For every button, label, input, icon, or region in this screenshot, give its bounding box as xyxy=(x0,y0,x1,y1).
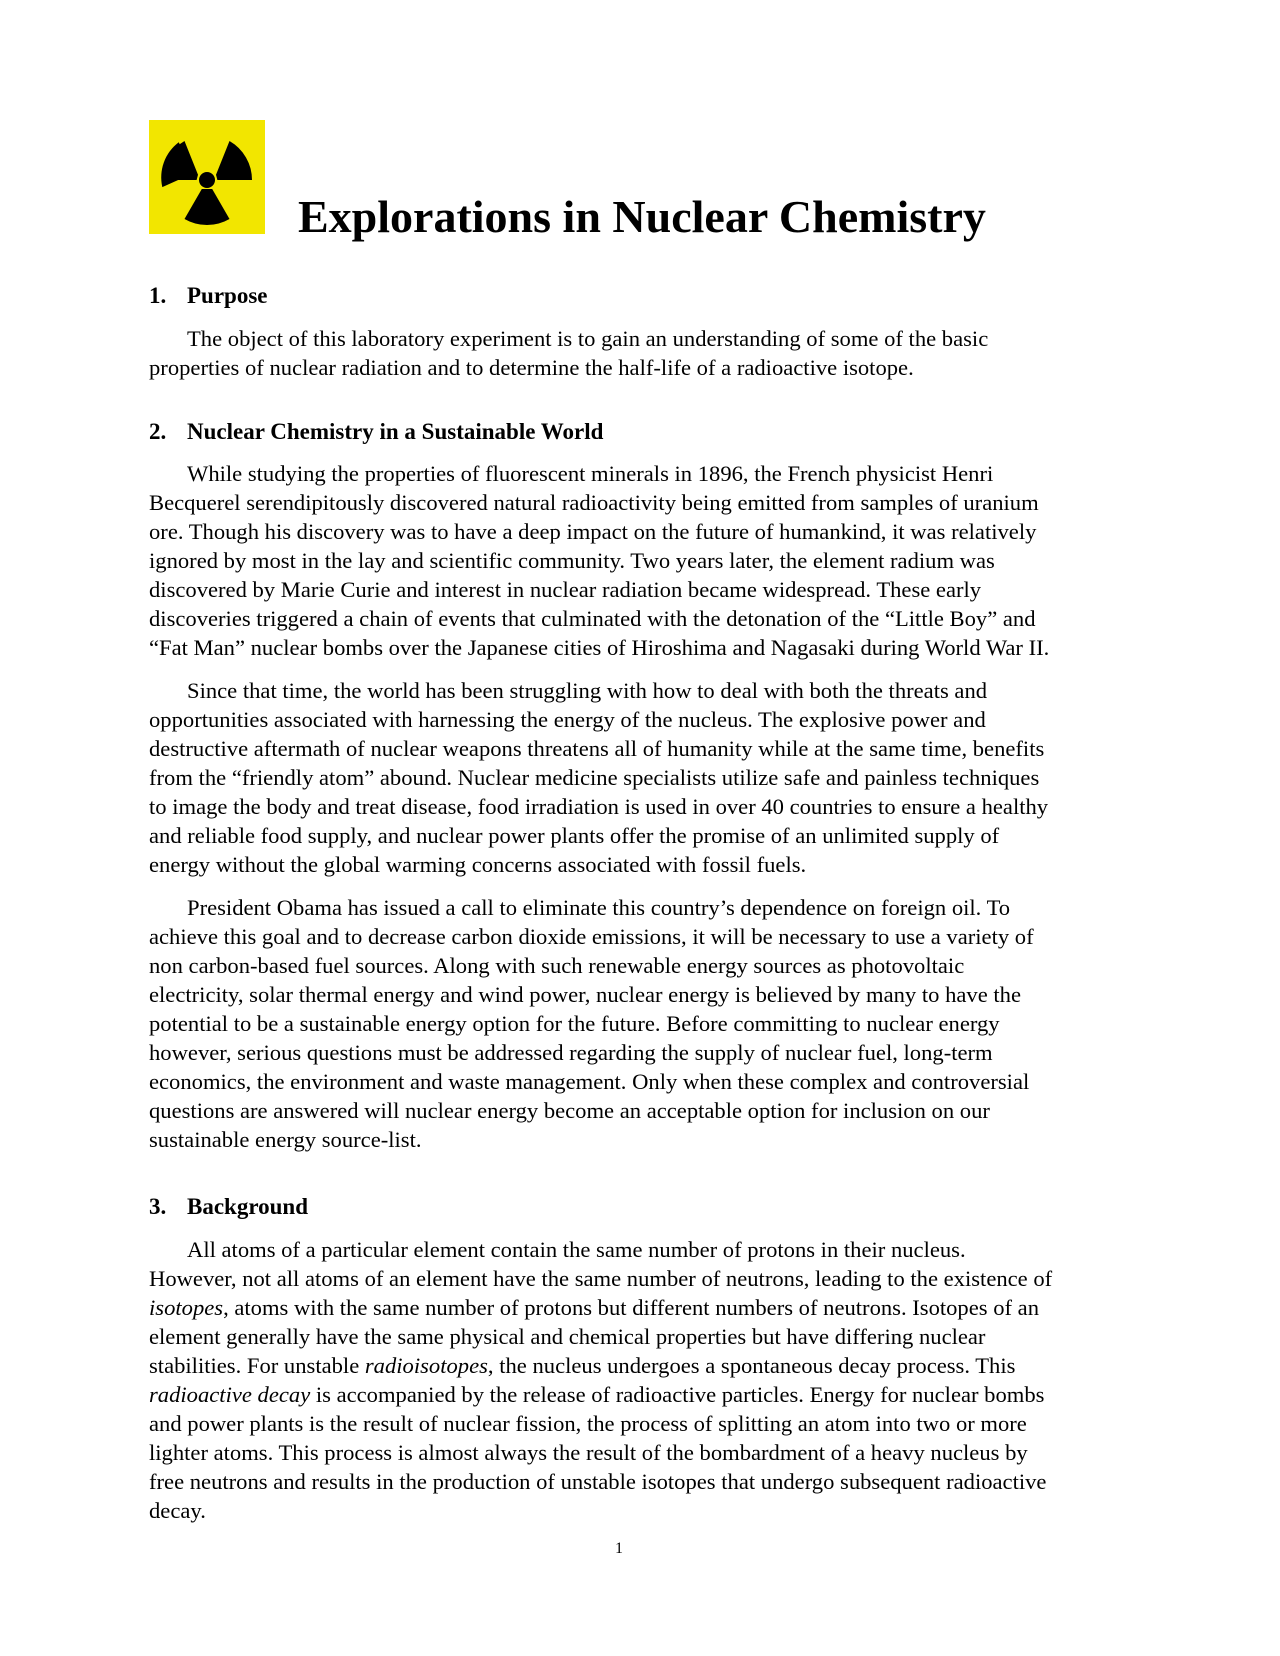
text-line: from the “friendly atom” abound. Nuclear medicine specialists utilize safe and painless techniques xyxy=(149,765,1040,790)
text-run: stabilities. For unstable xyxy=(149,1353,365,1378)
section-heading-purpose xyxy=(149,282,268,310)
section-heading-text: Background xyxy=(187,1194,309,1219)
text-line: However, not all atoms of an element have the same number of neutrons, leading to the existence of xyxy=(149,1266,1053,1291)
text-line: While studying the properties of fluorescent minerals in 1896, the French physicist Henri xyxy=(187,461,994,486)
text-line: “Fat Man” nuclear bombs over the Japanese cities of Hiroshima and Nagasaki during World War II. xyxy=(149,635,1050,660)
page-number: 1 xyxy=(615,1540,623,1557)
text-line: achieve this goal and to decrease carbon dioxide emissions, it will be necessary to use a variety of xyxy=(149,924,1034,949)
text-line: non carbon-based fuel sources. Along with such renewable energy sources as photovoltaic xyxy=(149,953,965,978)
text-line: Since that time, the world has been struggling with how to deal with both the threats and xyxy=(187,678,988,703)
text-line: opportunities associated with harnessing the energy of the nucleus. The explosive power and xyxy=(149,707,986,732)
radiation-symbol xyxy=(149,120,265,234)
text-line: electricity, solar thermal energy and wind power, nuclear energy is believed by many to have the xyxy=(149,982,1021,1007)
text-line: energy without the global warming concerns associated with fossil fuels. xyxy=(149,852,807,877)
text-line: The object of this laboratory experiment is to gain an understanding of some of the basic xyxy=(187,326,989,351)
text-line: Becquerel serendipitously discovered natural radioactivity being emitted from samples of uranium xyxy=(149,490,1039,515)
purpose-paragraph xyxy=(149,324,1149,382)
text-line: potential to be a sustainable energy option for the future. Before committing to nuclear energy xyxy=(149,1011,1000,1036)
text-line xyxy=(149,1293,1149,1322)
sustainability-paragraph-3 xyxy=(149,893,1149,1154)
text-line: ore. Though his discovery was to have a deep impact on the future of humankind, it was relatively xyxy=(149,519,1037,544)
background-paragraph xyxy=(149,1235,1149,1525)
section-number: 2. xyxy=(149,419,167,444)
section-number: 3. xyxy=(149,1194,167,1219)
text-line: destructive aftermath of nuclear weapons threatens all of humanity while at the same time, benefits xyxy=(149,736,1045,761)
sustainability-paragraph-1 xyxy=(149,459,1149,662)
term-isotopes: isotopes xyxy=(149,1295,224,1320)
document-title: Explorations in Nuclear Chemistry xyxy=(298,191,986,242)
text-line: free neutrons and results in the production of unstable isotopes that undergo subsequent radioactive xyxy=(149,1469,1047,1494)
text-run: , atoms with the same number of protons but different numbers of neutrons. Isotopes of an xyxy=(223,1295,1039,1320)
text-line: sustainable energy source-list. xyxy=(149,1127,422,1152)
text-line: discovered by Marie Curie and interest in nuclear radiation became widespread. These early xyxy=(149,577,982,602)
text-run: is accompanied by the release of radioactive particles. Energy for nuclear bombs xyxy=(310,1382,1045,1407)
text-line: and power plants is the result of nuclear fission, the process of splitting an atom into two or more xyxy=(149,1411,1027,1436)
radiation-warning-icon xyxy=(149,120,265,234)
text-line: and reliable food supply, and nuclear power plants offer the promise of an unlimited supply of xyxy=(149,823,1000,848)
text-line: to image the body and treat disease, food irradiation is used in over 40 countries to ensure a healthy xyxy=(149,794,1049,819)
text-run: , the nucleus undergoes a spontaneous decay process. This xyxy=(487,1353,1016,1378)
section-heading-text: Purpose xyxy=(187,283,268,308)
sustainability-paragraph-2 xyxy=(149,676,1149,879)
text-line: however, serious questions must be addressed regarding the supply of nuclear fuel, long-term xyxy=(149,1040,993,1065)
text-line: decay. xyxy=(149,1498,206,1523)
text-line: element generally have the same physical and chemical properties but have differing nuclear xyxy=(149,1324,986,1349)
text-line: questions are answered will nuclear energy become an acceptable option for inclusion on our xyxy=(149,1098,990,1123)
section-number: 1. xyxy=(149,283,167,308)
term-radioactive-decay: radioactive decay xyxy=(149,1382,311,1407)
text-line: All atoms of a particular element contain the same number of protons in their nucleus. xyxy=(187,1237,966,1262)
text-line: properties of nuclear radiation and to determine the half-life of a radioactive isotope. xyxy=(149,355,914,380)
text-line: ignored by most in the lay and scientific community. Two years later, the element radium was xyxy=(149,548,995,573)
text-line: lighter atoms. This process is almost always the result of the bombardment of a heavy nucleus by xyxy=(149,1440,1028,1465)
section-heading-background xyxy=(149,1193,308,1221)
text-line xyxy=(149,1351,1149,1380)
text-line: discoveries triggered a chain of events that culminated with the detonation of the “Little Boy” and xyxy=(149,606,1036,631)
text-line xyxy=(149,1380,1149,1409)
text-line: economics, the environment and waste management. Only when these complex and controversial xyxy=(149,1069,1030,1094)
section-heading-text: Nuclear Chemistry in a Sustainable World xyxy=(187,419,604,444)
section-heading-sustainable-world xyxy=(149,418,603,446)
text-line: President Obama has issued a call to eliminate this country’s dependence on foreign oil. To xyxy=(187,895,1011,920)
term-radioisotopes: radioisotopes xyxy=(364,1353,488,1378)
